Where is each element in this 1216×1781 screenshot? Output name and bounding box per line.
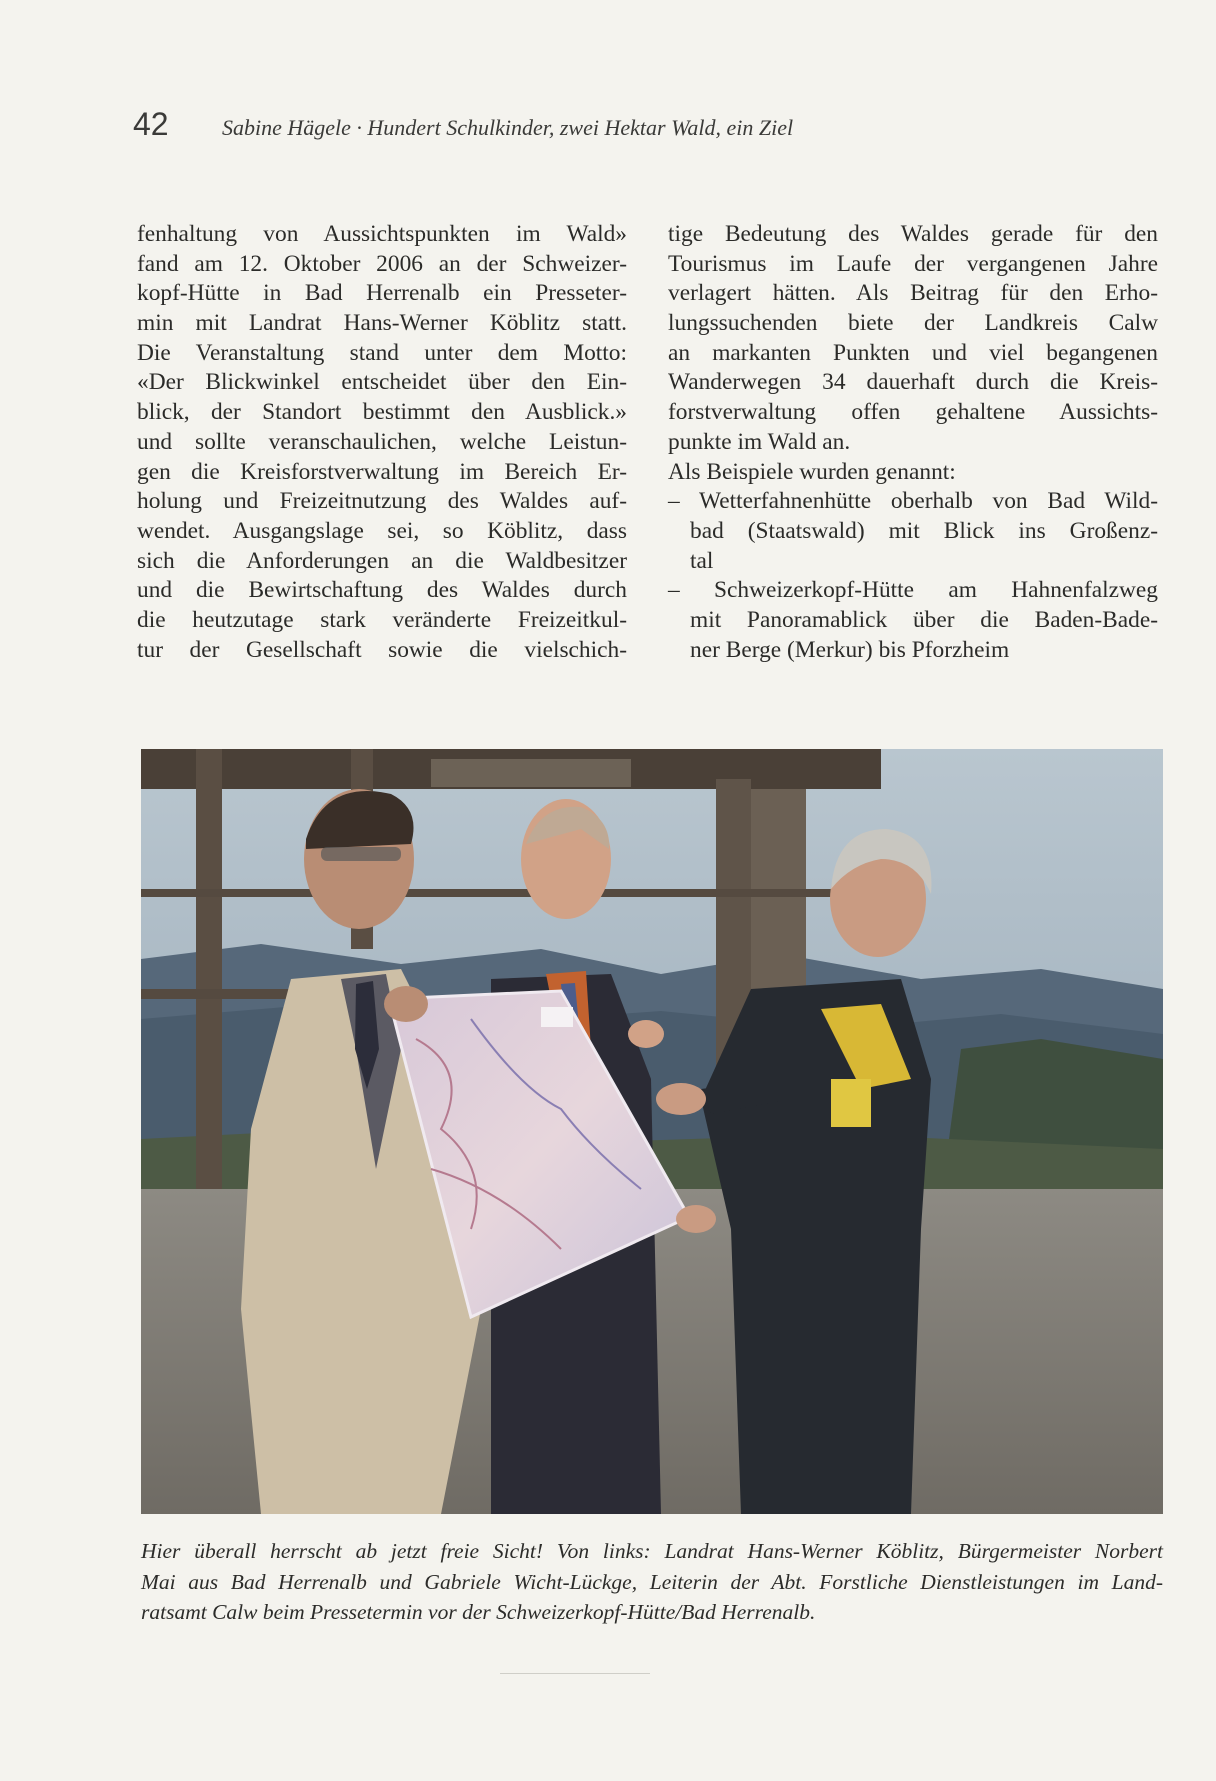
text-line: Als Beispiele wurden genannt: <box>668 458 956 485</box>
text-line: sich die Anforderungen an die Waldbesitzer <box>137 547 627 574</box>
caption-line: ratsamt Calw beim Pressetermin vor der Schweizerkopf-Hütte/Bad Herrenalb. <box>141 1600 816 1624</box>
text-line: punkte im Wald an. <box>668 428 851 455</box>
text-line: blick, der Standort bestimmt den Ausblick.» <box>137 399 627 426</box>
photo-caption <box>141 1536 1163 1628</box>
list-item-line: bad (Staatswald) mit Blick ins Großenz- <box>690 517 1158 544</box>
list-item-line: tal <box>690 547 714 574</box>
text-line: wendet. Ausgangslage sei, so Köblitz, dass <box>137 517 627 544</box>
text-line: verlagert hätten. Als Beitrag für den Erho- <box>668 280 1158 307</box>
caption-line: Mai aus Bad Herrenalb und Gabriele Wicht-Lückge, Leiterin der Abt. Forstliche Dienstleistungen im Land- <box>141 1569 1163 1594</box>
text-line: holung und Freizeitnutzung des Waldes auf- <box>137 488 627 515</box>
text-line: die heutzutage stark veränderte Freizeitkul- <box>137 606 627 633</box>
photo-press-meeting <box>141 749 1163 1514</box>
text-line: Tourismus im Laufe der vergangenen Jahre <box>668 250 1158 277</box>
text-line: tige Bedeutung des Waldes gerade für den <box>668 221 1158 247</box>
list-item-line: – Schweizerkopf-Hütte am Hahnenfalzweg <box>668 577 1158 604</box>
text-column-left <box>137 220 627 665</box>
divider <box>500 1673 650 1674</box>
text-line: kopf-Hütte in Bad Herrenalb ein Presseter- <box>137 280 627 307</box>
text-line: forstverwaltung offen gehaltene Aussichts- <box>668 399 1158 426</box>
text-line: und sollte veranschaulichen, welche Leistun- <box>137 428 627 455</box>
list-item-line: – Wetterfahnenhütte oberhalb von Bad Wild- <box>668 488 1158 515</box>
page-number: 42 <box>133 106 169 142</box>
text-line: Die Veranstaltung stand unter dem Motto: <box>137 339 627 366</box>
text-line: fand am 12. Oktober 2006 an der Schweizer- <box>137 250 627 277</box>
text-line: «Der Blickwinkel entscheidet über den Ein- <box>137 369 627 396</box>
text-line: gen die Kreisforstverwaltung im Bereich Er- <box>137 458 627 485</box>
running-title: Sabine Hägele · Hundert Schulkinder, zwei Hektar Wald, ein Ziel <box>222 115 794 140</box>
text-line: tur der Gesellschaft sowie die vielschich- <box>137 636 627 663</box>
text-line: und die Bewirtschaftung des Waldes durch <box>137 577 627 604</box>
photo-illustration <box>141 749 1163 1514</box>
text-line: fenhaltung von Aussichtspunkten im Wald» <box>137 221 627 247</box>
list-item-line: ner Berge (Merkur) bis Pforzheim <box>690 636 1010 663</box>
text-line: Wanderwegen 34 dauerhaft durch die Kreis- <box>668 369 1158 396</box>
text-line: lungssuchenden biete der Landkreis Calw <box>668 310 1158 337</box>
text-line: min mit Landrat Hans-Werner Köblitz statt. <box>137 310 627 337</box>
text-column-right <box>668 220 1158 665</box>
text-line: an markanten Punkten und viel begangenen <box>668 339 1158 366</box>
list-item-line: mit Panoramablick über die Baden-Bade- <box>690 606 1158 633</box>
caption-line: Hier überall herrscht ab jetzt freie Sicht! Von links: Landrat Hans-Werner Köblitz, Bürgermeister Norbert <box>141 1539 1163 1563</box>
